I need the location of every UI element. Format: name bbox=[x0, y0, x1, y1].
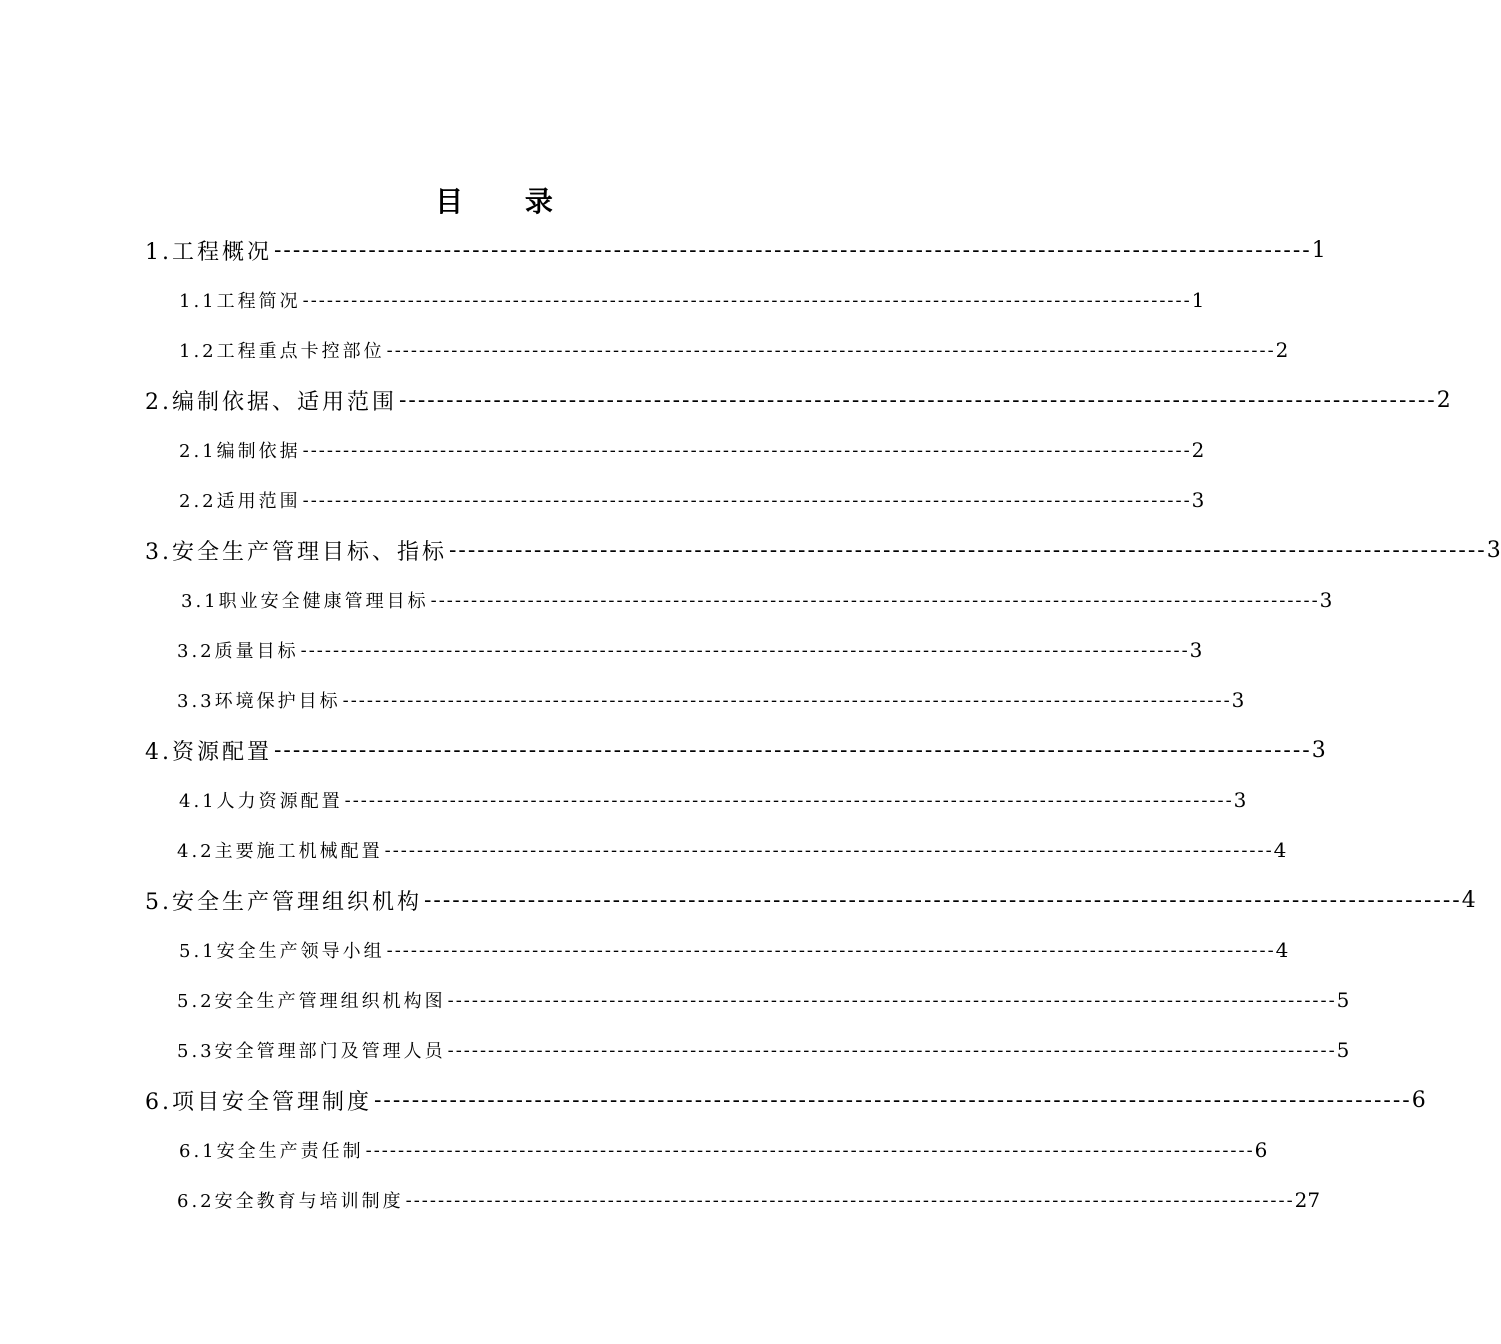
toc-entry-label: 1.1工程简况 bbox=[179, 291, 301, 312]
toc-entry[interactable] bbox=[177, 980, 1350, 1020]
toc-entry[interactable] bbox=[179, 430, 1205, 470]
toc-leader: -------------------------------------------------------------------------------------------------------------- bbox=[274, 237, 1312, 263]
toc-page-number: 3 bbox=[1189, 638, 1203, 662]
toc-page-number: 4 bbox=[1275, 938, 1289, 962]
toc-leader: -------------------------------------------------------------------------------------------------------------- bbox=[386, 339, 1276, 361]
toc-entry-label: 6.1安全生产责任制 bbox=[179, 1141, 364, 1162]
toc-entry[interactable] bbox=[181, 580, 1333, 620]
toc-entry-label: 4.资源配置 bbox=[145, 739, 272, 765]
toc-leader: -------------------------------------------------------------------------------------------------------------- bbox=[302, 289, 1192, 311]
toc-leader: -------------------------------------------------------------------------------------------------------------- bbox=[302, 439, 1192, 461]
toc-leader: -------------------------------------------------------------------------------------------------------------- bbox=[399, 387, 1437, 413]
toc-leader: -------------------------------------------------------------------------------------------------------------- bbox=[424, 887, 1462, 913]
toc-entry[interactable] bbox=[177, 680, 1245, 720]
toc-entry-label: 1.工程概况 bbox=[145, 239, 272, 265]
toc-entry[interactable] bbox=[177, 1180, 1321, 1220]
toc-entry[interactable] bbox=[145, 380, 1451, 420]
toc-entry[interactable] bbox=[177, 1030, 1350, 1070]
toc-entry[interactable] bbox=[145, 730, 1326, 770]
toc-page-number: 6 bbox=[1254, 1138, 1268, 1162]
toc-page-number: 4 bbox=[1273, 838, 1287, 862]
toc-entry-label: 3.2质量目标 bbox=[177, 641, 299, 662]
toc-leader: -------------------------------------------------------------------------------------------------------------- bbox=[386, 939, 1276, 961]
toc-entry[interactable] bbox=[179, 930, 1289, 970]
toc-page-number: 6 bbox=[1411, 1087, 1426, 1113]
toc-entry-label: 6.2安全教育与培训制度 bbox=[177, 1191, 404, 1212]
toc-leader: -------------------------------------------------------------------------------------------------------------- bbox=[447, 1039, 1337, 1061]
toc-entry-label: 2.编制依据、适用范围 bbox=[145, 389, 397, 415]
toc-entry[interactable] bbox=[179, 280, 1205, 320]
toc-entry[interactable] bbox=[177, 830, 1287, 870]
toc-entry[interactable] bbox=[179, 330, 1289, 370]
toc-entry[interactable] bbox=[179, 1130, 1268, 1170]
toc-entry-label: 3.3环境保护目标 bbox=[177, 691, 341, 712]
toc-leader: -------------------------------------------------------------------------------------------------------------- bbox=[374, 1087, 1412, 1113]
toc-entry-label: 2.1编制依据 bbox=[179, 441, 301, 462]
toc-page-number: 1 bbox=[1311, 237, 1326, 263]
toc-entry[interactable] bbox=[179, 780, 1247, 820]
toc-page-number: 3 bbox=[1233, 788, 1247, 812]
toc-leader: -------------------------------------------------------------------------------------------------------------- bbox=[365, 1139, 1255, 1161]
toc-page-number: 3 bbox=[1191, 488, 1205, 512]
toc-page-number: 4 bbox=[1461, 887, 1476, 913]
toc-entry-label: 6.项目安全管理制度 bbox=[145, 1089, 372, 1115]
toc-page-number: 3 bbox=[1319, 588, 1333, 612]
toc-entry-label: 5.安全生产管理组织机构 bbox=[145, 889, 422, 915]
toc-page-number: 3 bbox=[1231, 688, 1245, 712]
toc-entry-label: 5.2安全生产管理组织机构图 bbox=[177, 991, 446, 1012]
toc-leader: -------------------------------------------------------------------------------------------------------------- bbox=[302, 489, 1192, 511]
toc-entry-label: 1.2工程重点卡控部位 bbox=[179, 341, 385, 362]
toc-page-number: 5 bbox=[1336, 1038, 1350, 1062]
toc-leader: -------------------------------------------------------------------------------------------------------------- bbox=[384, 839, 1274, 861]
toc-entry-label: 5.1安全生产领导小组 bbox=[179, 941, 385, 962]
toc-entry-label: 4.1人力资源配置 bbox=[179, 791, 343, 812]
toc-leader: -------------------------------------------------------------------------------------------------------------- bbox=[344, 789, 1234, 811]
toc-leader: -------------------------------------------------------------------------------------------------------------- bbox=[405, 1189, 1295, 1211]
toc-leader: -------------------------------------------------------------------------------------------------------------- bbox=[300, 639, 1190, 661]
toc-leader: -------------------------------------------------------------------------------------------------------------- bbox=[449, 537, 1487, 563]
toc-title: 目 录 bbox=[435, 185, 579, 218]
toc-page-number: 5 bbox=[1336, 988, 1350, 1012]
toc-entry[interactable] bbox=[145, 230, 1326, 270]
toc-page-number: 2 bbox=[1191, 438, 1205, 462]
toc-page-number: 1 bbox=[1191, 288, 1205, 312]
toc-entry-label: 5.3安全管理部门及管理人员 bbox=[177, 1041, 446, 1062]
toc-entry[interactable] bbox=[145, 1080, 1426, 1120]
toc-page-number: 3 bbox=[1311, 737, 1326, 763]
toc-entry[interactable] bbox=[177, 630, 1203, 670]
toc-entry-label: 3.1职业安全健康管理目标 bbox=[181, 591, 429, 612]
toc-entry[interactable] bbox=[145, 530, 1501, 570]
toc-entry-label: 2.2适用范围 bbox=[179, 491, 301, 512]
toc-entry-label: 4.2主要施工机械配置 bbox=[177, 841, 383, 862]
toc-leader: -------------------------------------------------------------------------------------------------------------- bbox=[342, 689, 1232, 711]
toc-page-number: 2 bbox=[1436, 387, 1451, 413]
toc-page-number: 2 bbox=[1275, 338, 1289, 362]
toc-page-number: 27 bbox=[1294, 1188, 1321, 1212]
toc-leader: -------------------------------------------------------------------------------------------------------------- bbox=[447, 989, 1337, 1011]
toc-leader: -------------------------------------------------------------------------------------------------------------- bbox=[274, 737, 1312, 763]
toc-page-number: 3 bbox=[1486, 537, 1501, 563]
toc-leader: -------------------------------------------------------------------------------------------------------------- bbox=[430, 589, 1320, 611]
toc-entry[interactable] bbox=[145, 880, 1476, 920]
toc-entry-label: 3.安全生产管理目标、指标 bbox=[145, 539, 447, 565]
toc-entry[interactable] bbox=[179, 480, 1205, 520]
